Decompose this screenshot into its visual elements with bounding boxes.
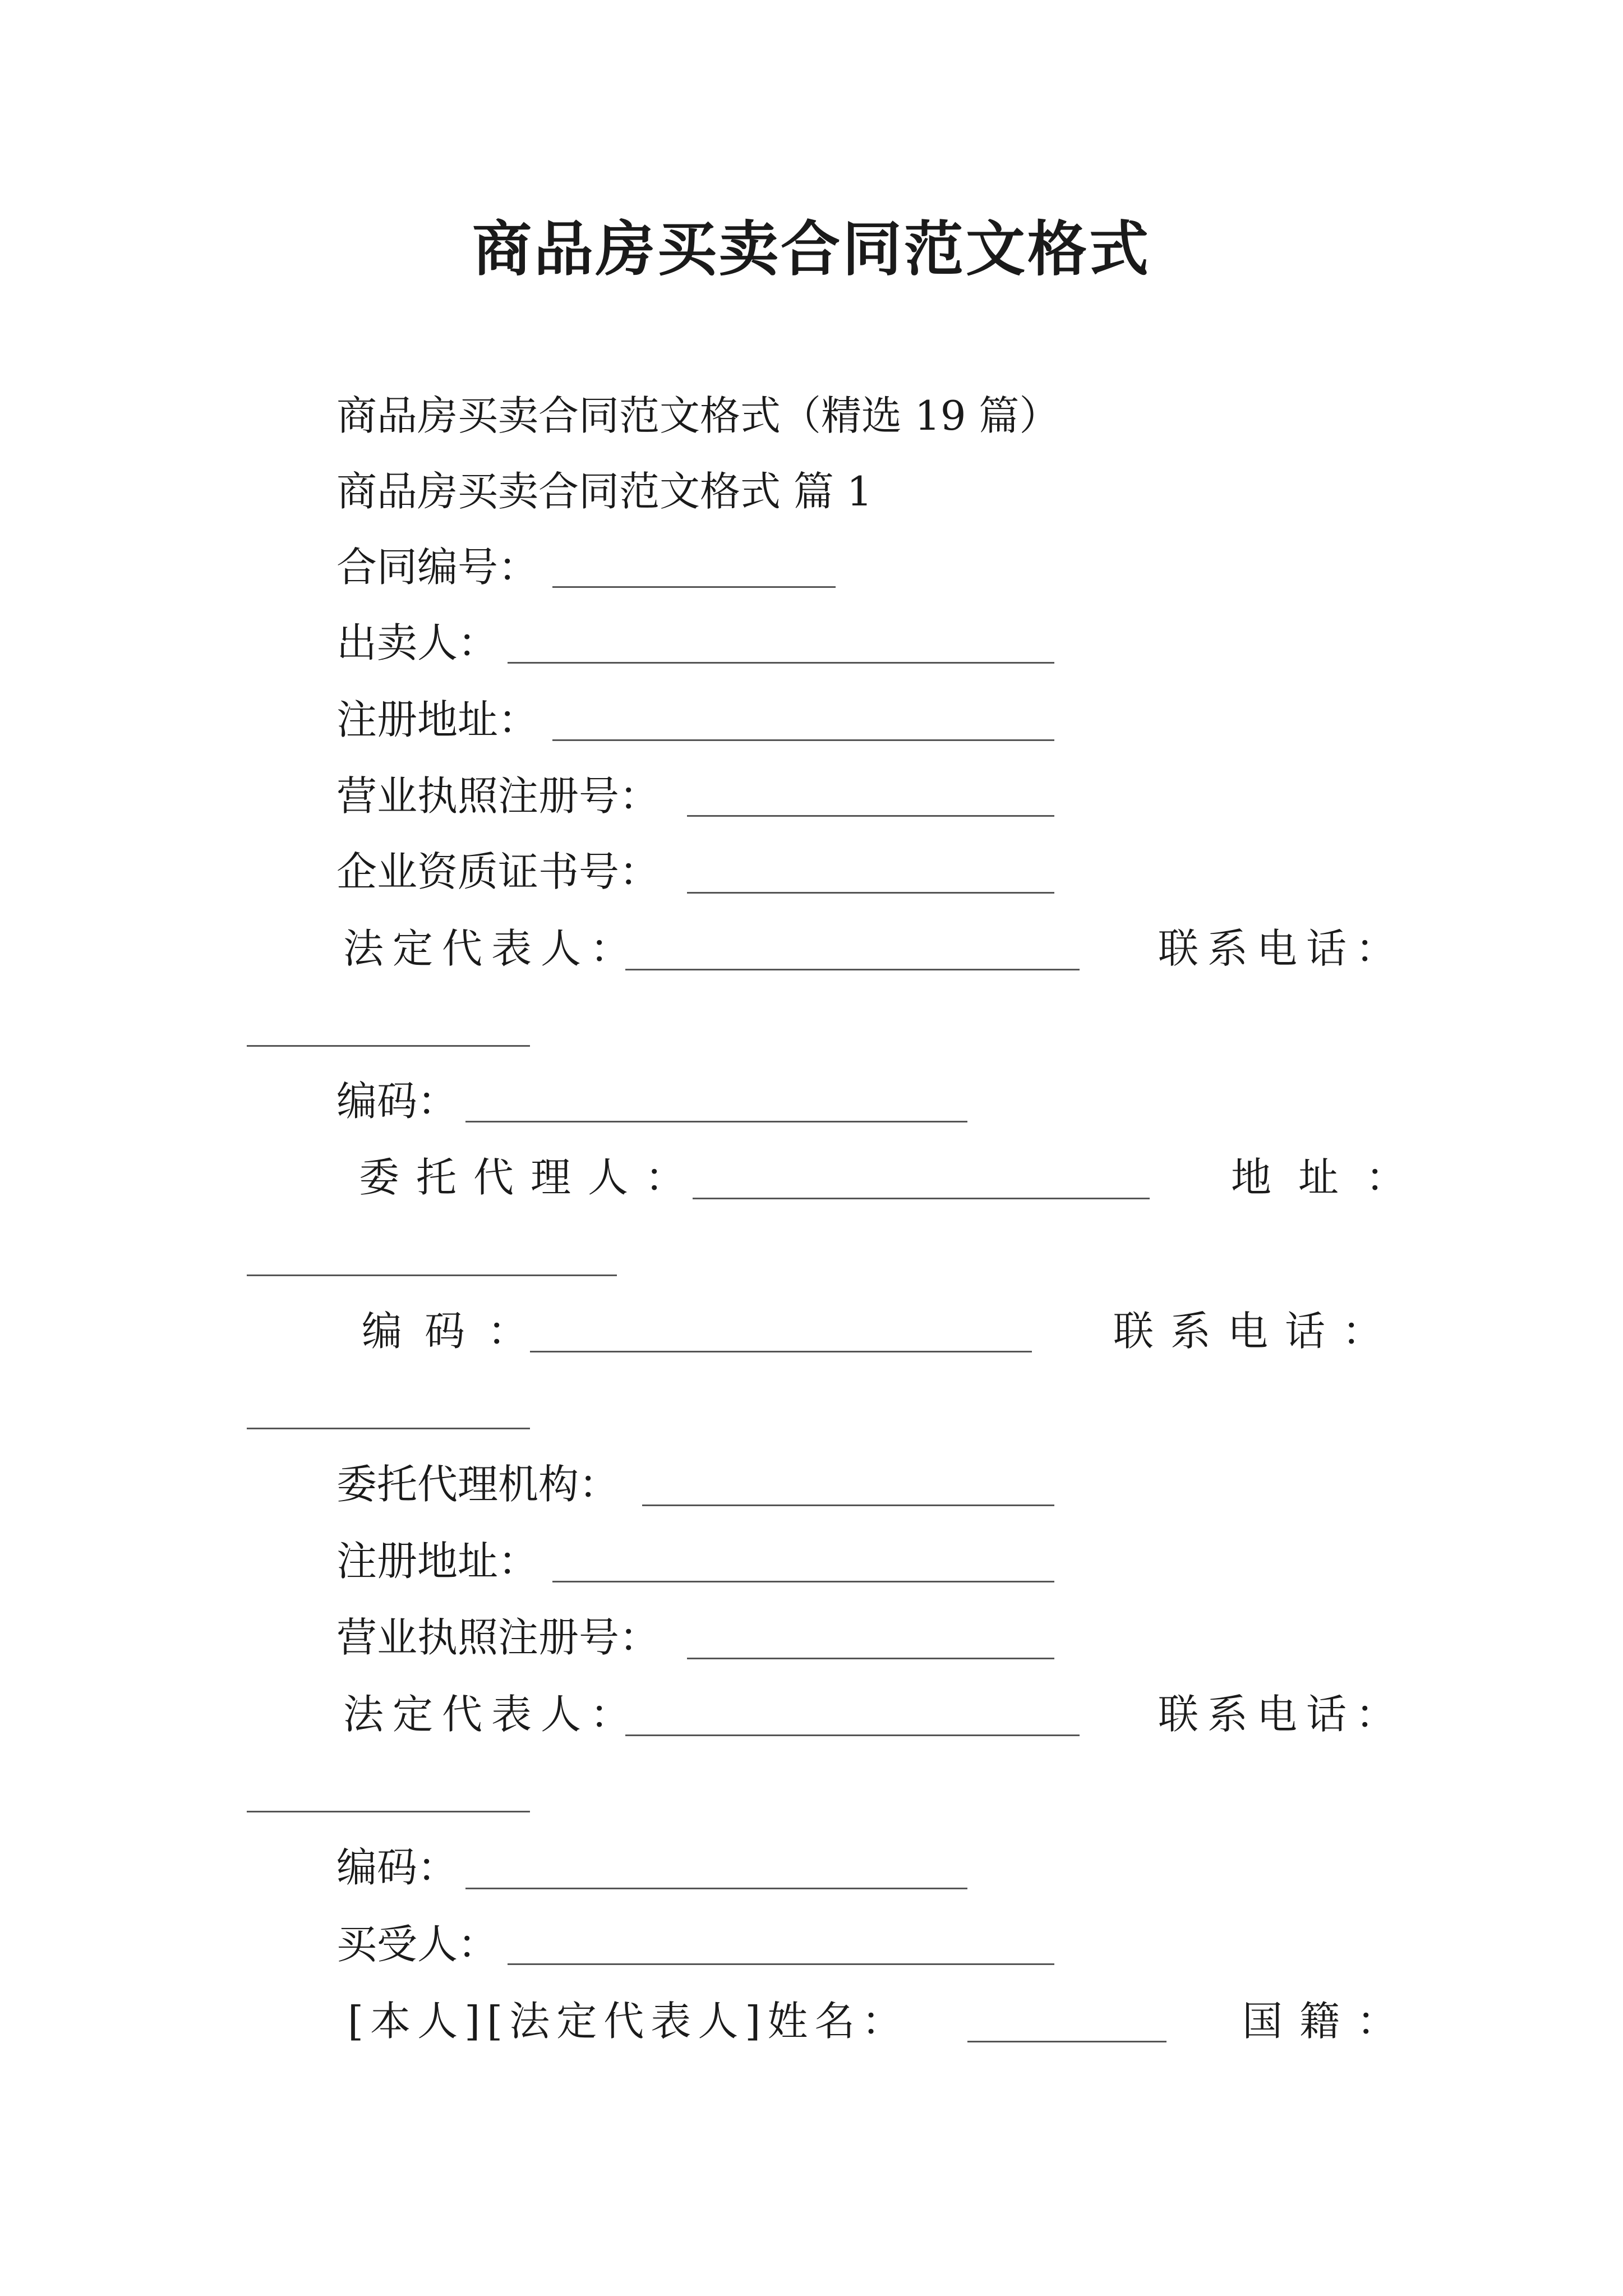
- name-blank[interactable]: [967, 2041, 1166, 2042]
- agency-label: 委托代理机构：: [336, 1461, 620, 1508]
- license-no-label: 营业执照注册号：: [336, 772, 660, 820]
- seller-blank[interactable]: [508, 662, 1054, 664]
- seller-label: 出卖人：: [336, 619, 499, 666]
- agency-postcode-blank[interactable]: [465, 1888, 967, 1889]
- agent-phone-blank[interactable]: [247, 1428, 530, 1429]
- agency-reg-address-label: 注册地址：: [336, 1538, 539, 1585]
- document-title: 商品房买卖合同范文格式: [472, 214, 1151, 284]
- qualification-no-label: 企业资质证书号：: [336, 848, 660, 895]
- reg-address-label: 注册地址：: [336, 696, 539, 743]
- agency-postcode-label: 编码：: [336, 1844, 458, 1891]
- phone-blank[interactable]: [247, 1045, 530, 1047]
- legal-rep-label: 法定代表人：: [343, 925, 640, 972]
- buyer-label: 买受人：: [336, 1921, 499, 1968]
- buyer-blank[interactable]: [508, 1963, 1054, 1965]
- address-blank[interactable]: [247, 1274, 617, 1276]
- name-label: [本人][法定代表人]姓名：: [348, 1998, 909, 2045]
- agency-license-label: 营业执照注册号：: [336, 1614, 660, 1661]
- agent-postcode-blank[interactable]: [530, 1351, 1032, 1352]
- agency-reg-address-blank[interactable]: [552, 1581, 1054, 1582]
- agent-blank[interactable]: [693, 1198, 1150, 1199]
- postcode-label: 编码：: [336, 1078, 458, 1125]
- agency-phone-label: 联系电话：: [1158, 1691, 1405, 1738]
- reg-address-blank[interactable]: [552, 739, 1054, 741]
- agency-phone-blank[interactable]: [247, 1811, 530, 1812]
- document-subtitle: 商品房买卖合同范文格式（精选 19 篇）: [336, 392, 1060, 439]
- qualification-no-blank[interactable]: [687, 892, 1054, 894]
- agency-legal-rep-label: 法定代表人：: [343, 1691, 640, 1738]
- nationality-label: 国籍：: [1242, 1998, 1414, 2045]
- phone-label: 联系电话：: [1158, 925, 1405, 972]
- agency-blank[interactable]: [642, 1504, 1054, 1506]
- agent-postcode-label: 编码：: [362, 1308, 551, 1355]
- agency-legal-rep-blank[interactable]: [625, 1734, 1080, 1736]
- postcode-blank[interactable]: [465, 1121, 967, 1122]
- contract-no-blank[interactable]: [552, 586, 836, 588]
- legal-rep-blank[interactable]: [625, 969, 1080, 970]
- agent-label: 委托代理人：: [359, 1154, 703, 1201]
- agency-license-blank[interactable]: [687, 1658, 1054, 1659]
- address-label: 地址：: [1231, 1154, 1433, 1201]
- agent-phone-label: 联系电话：: [1113, 1308, 1400, 1355]
- contract-no-label: 合同编号：: [336, 544, 539, 591]
- license-no-blank[interactable]: [687, 815, 1054, 817]
- section-heading: 商品房买卖合同范文格式 篇 1: [336, 468, 873, 515]
